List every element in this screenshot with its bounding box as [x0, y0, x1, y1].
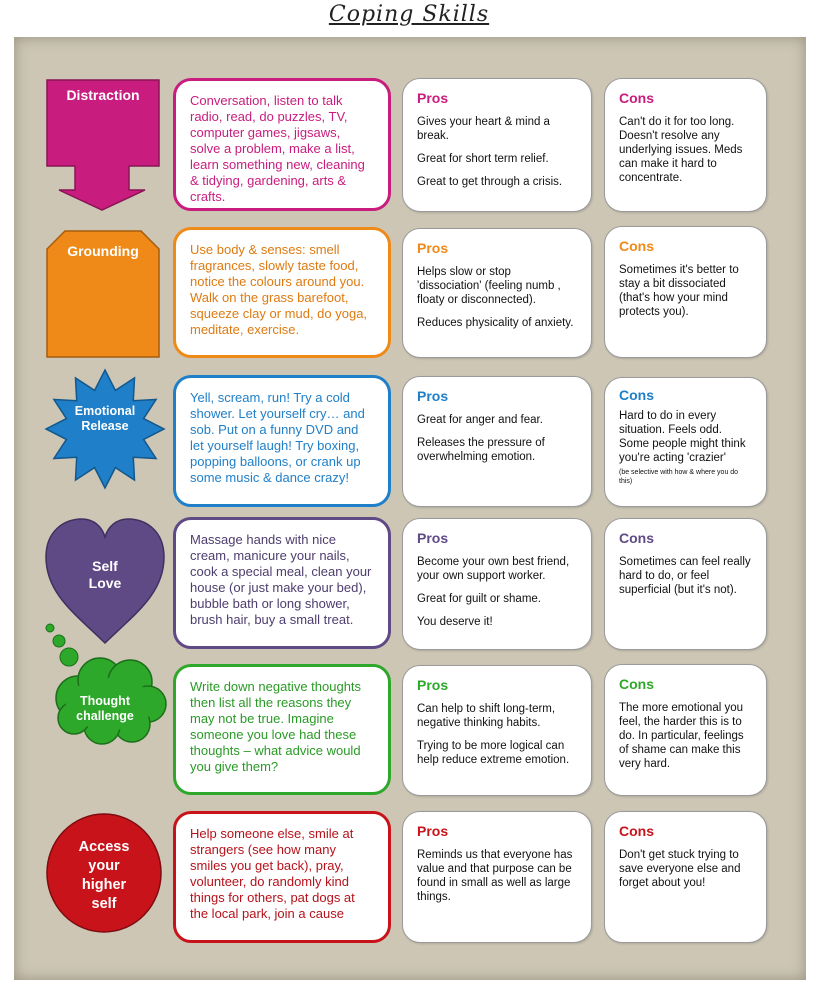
cons-item: The more emotional you feel, the harder this is to do. In particular, feelings of shame can make this very hard.	[619, 702, 744, 770]
pros-item: Releases the pressure of overwhelming emotion.	[417, 437, 545, 463]
cons-item: Hard to do in every situation. Feels odd. Some people might think you're acting 'crazier'	[619, 410, 746, 464]
label-line: Thought	[80, 694, 130, 708]
pros-heading: Pros	[417, 530, 449, 546]
thought-challenge-pros-card	[402, 665, 592, 796]
cons-note: (be selective with how & where you do this)	[619, 469, 739, 485]
cons-item: Don't get stuck trying to save everyone else and forget about you!	[619, 849, 741, 889]
self-love-description: Massage hands with nice cream, manicure your nails, cook a special meal, clean your house (or just make your bed), bubble bath or long shower, brush hair, buy a small treat.	[173, 517, 391, 649]
grounding-cons-card	[604, 226, 767, 358]
thought-cloud-icon	[38, 620, 170, 745]
emotional-release-pros-card	[402, 376, 592, 507]
higher-self-description: Help someone else, smile at strangers (see how many smiles you get back), pray, volunteer, do randomly kind things for others, pat dogs at the local park, join a cause	[173, 811, 391, 943]
pros-item: Can help to shift long-term, negative thinking habits.	[417, 703, 556, 729]
emotional-release-description: Yell, scream, run! Try a cold shower. Let yourself cry… and sob. Put on a funny DVD and let yourself laugh! Try boxing, popping balloons, or crank up some music & dance crazy!	[173, 375, 391, 507]
pros-item: Reduces physicality of anxiety.	[417, 317, 574, 329]
pros-item: Gives your heart & mind a break.	[417, 116, 550, 142]
cons-heading: Cons	[619, 238, 654, 254]
pros-heading: Pros	[417, 90, 449, 106]
cons-item: Sometimes can feel really hard to do, or feel superficial (but it's not).	[619, 556, 751, 596]
distraction-cons-card	[604, 78, 767, 212]
grounding-pros-card	[402, 228, 592, 358]
cons-item: Sometimes it's better to stay a bit dissociated (that's how your mind protects you).	[619, 264, 739, 318]
pros-item: Become your own best friend, your own support worker.	[417, 556, 570, 582]
label-line: Access	[78, 839, 130, 855]
label-line: Emotional	[74, 404, 136, 418]
cons-heading: Cons	[619, 90, 654, 106]
higher-self-label	[54, 838, 154, 914]
label-line: higher	[81, 877, 127, 893]
label-line: self	[91, 896, 117, 912]
self-love-pros-card	[402, 518, 592, 650]
label-line: Self	[92, 558, 118, 574]
thought-challenge-label	[58, 694, 152, 724]
pros-heading: Pros	[417, 677, 449, 693]
cons-heading: Cons	[619, 676, 654, 692]
distraction-label: Distraction	[66, 87, 140, 103]
label-line: Release	[81, 419, 129, 433]
pros-item: Trying to be more logical can help reduce extreme emotion.	[417, 740, 570, 766]
cons-heading: Cons	[619, 530, 654, 546]
pros-item: You deserve it!	[417, 616, 493, 628]
self-love-cons-card	[604, 518, 767, 650]
label-line: Love	[88, 574, 122, 591]
emotional-release-cons-card	[604, 377, 767, 507]
grounding-label: Grounding	[67, 243, 139, 259]
pros-heading: Pros	[417, 388, 449, 404]
pros-item: Great to get through a crisis.	[417, 176, 563, 188]
higher-self-cons-card	[604, 811, 767, 943]
self-love-label	[55, 558, 155, 592]
label-line: your	[88, 858, 120, 874]
distraction-pros-card	[402, 78, 592, 212]
emotional-release-label	[60, 404, 150, 434]
grounding-description: Use body & senses: smell fragrances, slowly taste food, notice the colours around you. Walk on the grass barefoot, squeeze clay or mud, do yoga, meditate, exercise.	[173, 227, 391, 358]
thought-challenge-cons-card	[604, 664, 767, 796]
cons-heading: Cons	[619, 823, 654, 839]
page-title: Coping Skills	[328, 2, 490, 27]
pros-item: Great for guilt or shame.	[417, 593, 541, 605]
pros-item: Helps slow or stop 'dissociation' (feeling numb , floaty or disconnected).	[417, 266, 561, 306]
cons-item: Can't do it for too long. Doesn't resolve any underlying issues. Meds can make it hard to concentrate.	[619, 116, 743, 184]
thought-challenge-description: Write down negative thoughts then list all the reasons they may not be true. Imagine someone you love had these thoughts – what advice would you give them?	[173, 664, 391, 795]
distraction-description: Conversation, listen to talk radio, read, do puzzles, TV, computer games, jigsaws, solve a problem, make a list, learn something new, cleaning & tidying, gardening, arts & crafts.	[173, 78, 391, 211]
label-line: challenge	[76, 709, 134, 723]
pros-heading: Pros	[417, 823, 449, 839]
pros-item: Great for short term relief.	[417, 153, 549, 165]
pros-heading: Pros	[417, 240, 449, 256]
pros-item: Great for anger and fear.	[417, 414, 543, 426]
pros-item: Reminds us that everyone has value and that purpose can be found in small as well as large things.	[417, 849, 573, 903]
higher-self-pros-card	[402, 811, 592, 943]
cons-heading: Cons	[619, 387, 654, 403]
